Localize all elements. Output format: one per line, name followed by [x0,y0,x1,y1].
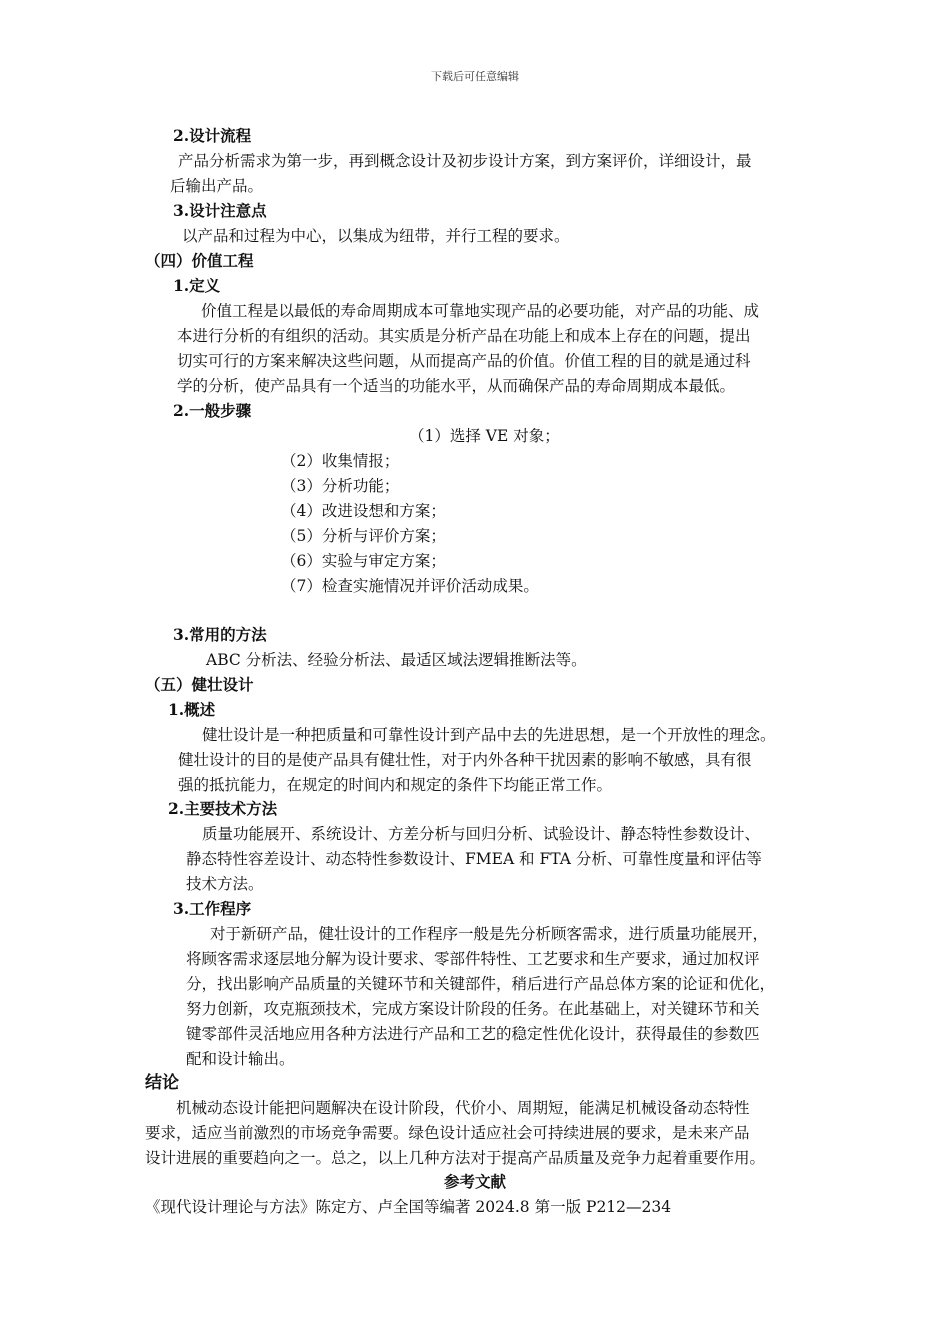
heading-main-techniques: 2.主要技术方法 [168,799,278,818]
paragraph-line: 后输出产品。 [170,177,264,195]
heading-overview: 1.概述 [168,700,216,719]
list-item: （2）收集情报； [281,452,400,470]
list-item: （5）分析与评价方案； [281,527,446,545]
paragraph-line: 将顾客需求逐层地分解为设计要求、零部件特性、工艺要求和生产要求，通过加权评 [186,950,760,968]
page-header: 下载后可任意编辑 [431,70,519,83]
paragraph-line: 健壮设计是一种把质量和可靠性设计到产品中去的先进思想，是一个开放性的理念。 [202,726,776,744]
paragraph-line: 本进行分析的有组织的活动。其实质是分析产品在功能上和成本上存在的问题，提出 [177,327,751,345]
paragraph-line: 质量功能展开、系统设计、方差分析与回归分析、试验设计、静态特性参数设计、 [202,825,761,843]
paragraph-line: 键零部件灵活地应用各种方法进行产品和工艺的稳定性优化设计，获得最佳的参数匹 [186,1025,760,1043]
paragraph-line: 分，找出影响产品质量的关键环节和关键部件，稍后进行产品总体方案的论证和优化， [186,975,776,993]
heading-design-notes: 3.设计注意点 [173,201,267,220]
reference-item: 《现代设计理论与方法》陈定方、卢全国等编著 2024.8 第一版 P212—234 [145,1198,672,1216]
heading-references: 参考文献 [443,1172,506,1191]
section-heading-value-engineering: （四）价值工程 [145,251,254,270]
heading-common-methods: 3.常用的方法 [173,625,267,644]
heading-work-procedure: 3.工作程序 [173,899,252,918]
paragraph-line: 设计进展的重要趋向之一。总之，以上几种方法对于提高产品质量及竞争力起着重要作用。 [145,1149,766,1167]
paragraph-line: ABC 分析法、经验分析法、最适区域法逻辑推断法等。 [206,651,587,669]
paragraph-line: 静态特性容差设计、动态特性参数设计、FMEA 和 FTA 分析、可靠性度量和评估等 [186,850,762,868]
paragraph-line: 切实可行的方案来解决这些问题，从而提高产品的价值。价值工程的目的就是通过科 [177,352,751,370]
list-item: （6）实验与审定方案； [281,552,446,570]
list-item: （7）检查实施情况并评价活动成果。 [281,577,539,595]
heading-definition: 1.定义 [173,276,221,295]
paragraph-line: 努力创新，攻克瓶颈技术，完成方案设计阶段的任务。在此基础上，对关键环节和关 [186,1000,760,1018]
paragraph-line: 价值工程是以最低的寿命周期成本可靠地实现产品的必要功能，对产品的功能、成 [201,302,760,320]
paragraph-line: 健壮设计的目的是使产品具有健壮性，对于内外各种干扰因素的影响不敏感，具有很 [178,751,752,769]
paragraph-line: 产品分析需求为第一步，再到概念设计及初步设计方案，到方案评价，详细设计，最 [178,152,752,170]
paragraph-line: 学的分析，使产品具有一个适当的功能水平，从而确保产品的寿命周期成本最低。 [177,377,736,395]
list-item: （1）选择 VE 对象； [409,427,560,445]
section-heading-robust-design: （五）健壮设计 [145,675,254,694]
list-item: （4）改进设想和方案； [281,502,446,520]
paragraph-line: 机械动态设计能把问题解决在设计阶段，代价小、周期短，能满足机械设备动态特性 [176,1099,750,1117]
list-item: （3）分析功能； [281,477,400,495]
heading-design-flow: 2.设计流程 [173,126,252,145]
heading-general-steps: 2.一般步骤 [173,401,252,420]
paragraph-line: 对于新研产品，健壮设计的工作程序一般是先分析顾客需求，进行质量功能展开， [210,925,769,943]
heading-conclusion: 结论 [145,1073,179,1093]
paragraph-line: 强的抵抗能力，在规定的时间内和规定的条件下均能正常工作。 [178,776,613,794]
paragraph-line: 要求，适应当前激烈的市场竞争需要。绿色设计适应社会可持续进展的要求，是未来产品 [145,1124,750,1142]
paragraph-line: 技术方法。 [186,875,264,893]
paragraph-line: 配和设计输出。 [186,1050,295,1068]
paragraph-line: 以产品和过程为中心，以集成为纽带，并行工程的要求。 [182,227,570,245]
